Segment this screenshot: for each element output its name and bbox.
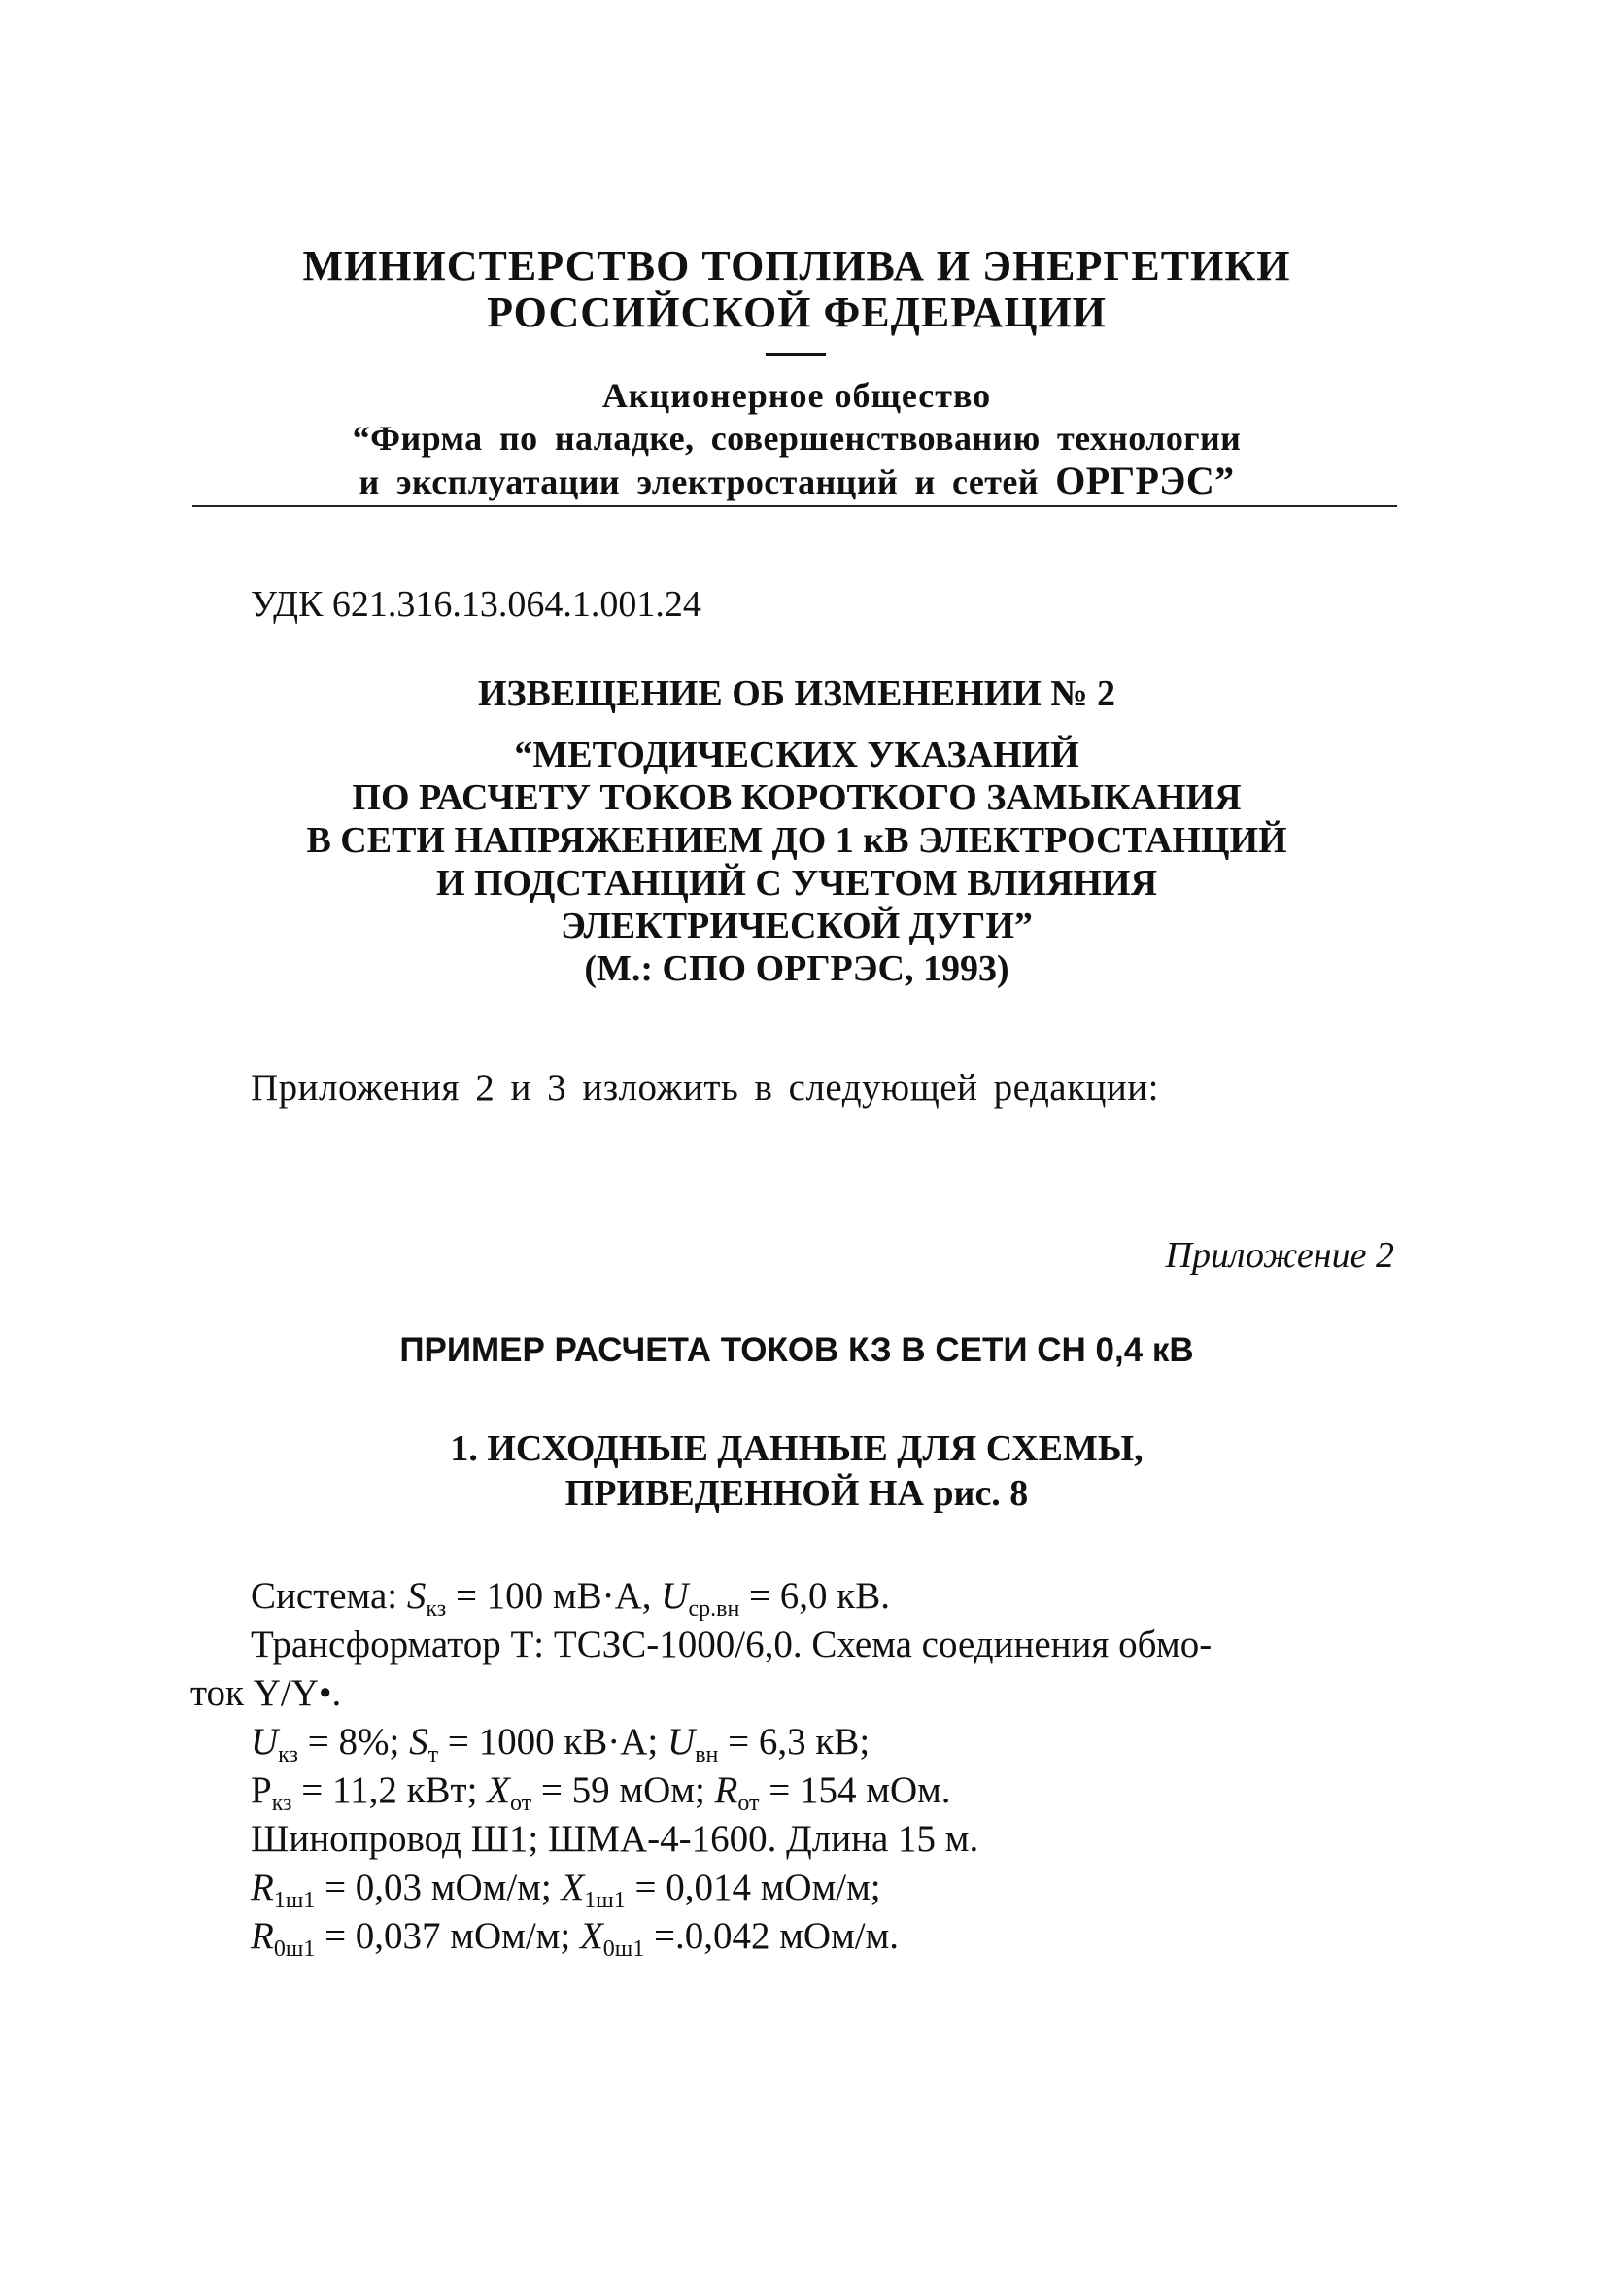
appendix-label: Приложение 2 xyxy=(1165,1235,1394,1276)
st-symbol: $S_т$ xyxy=(409,1721,439,1767)
rot-value: = 154 мОм. xyxy=(769,1769,951,1811)
transformer-params-line-2 xyxy=(251,1766,1402,1815)
section-title-line: ПРИВЕДЕННОЙ НА рис. 8 xyxy=(564,1473,1029,1514)
r1-value: = 0,03 мОм/м; xyxy=(325,1867,552,1908)
uvn-value: = 6,3 кВ; xyxy=(728,1721,871,1763)
example-title: ПРИМЕР РАСЧЕТА ТОКОВ КЗ В СЕТИ СН 0,4 кВ xyxy=(399,1331,1194,1369)
udk-code: УДК 621.316.13.064.1.001.24 xyxy=(251,584,701,625)
busbar-params-line-1 xyxy=(251,1864,1402,1912)
xot-value: = 59 мОм; xyxy=(540,1769,705,1811)
ukz-value: = 8%; xyxy=(307,1721,400,1763)
intro-paragraph: Приложения 2 и 3 изложить в следующей редакции: xyxy=(251,1067,1160,1109)
system-power-value: = 100 мВ·А, xyxy=(455,1575,652,1617)
system-label: Система: xyxy=(251,1575,398,1617)
transformer-line-continuation: ток Y/Y•. xyxy=(190,1672,342,1714)
document-title-line: “МЕТОДИЧЕСКИХ УКАЗАНИЙ xyxy=(514,735,1079,775)
r0-value: = 0,037 мОм/м; xyxy=(325,1915,571,1957)
header-rule xyxy=(192,505,1397,507)
busbar-params-line-2 xyxy=(251,1912,1402,1961)
document-title-line: И ПОДСТАНЦИЙ С УЧЕТОМ ВЛИЯНИЯ xyxy=(435,863,1158,904)
rot-symbol: $R_{от}$ xyxy=(714,1769,760,1816)
document-title-line: В СЕТИ НАПРЯЖЕНИЕМ ДО 1 кВ ЭЛЕКТРОСТАНЦИЙ xyxy=(306,820,1287,861)
document-title xyxy=(194,734,1399,990)
uvn-symbol: $U_{вн}$ xyxy=(667,1721,719,1767)
pkz-value: = 11,2 кВт; xyxy=(301,1769,478,1811)
system-power-symbol: $S_{кз}$ xyxy=(406,1575,447,1622)
x1-value: = 0,014 мОм/м; xyxy=(634,1867,881,1908)
company-line-3-text: и эксплуатации электростанций и сетей xyxy=(359,463,1039,501)
transformer-params-line-1 xyxy=(251,1718,1402,1766)
company-line-1: Акционерное общество xyxy=(601,376,992,415)
document-title-line: ПО РАСЧЕТУ ТОКОВ КОРОТКОГО ЗАМЫКАНИЯ xyxy=(352,777,1242,818)
system-line xyxy=(251,1572,1402,1621)
pkz-symbol: $P_{кз}$ xyxy=(251,1769,292,1816)
x1-symbol: $X_{1ш1}$ xyxy=(561,1867,626,1913)
xot-symbol: $X_{от}$ xyxy=(487,1769,532,1816)
x0-symbol: $X_{0ш1}$ xyxy=(579,1915,645,1962)
ministry-line-2: РОССИЙСКОЙ ФЕДЕРАЦИИ xyxy=(487,289,1107,336)
company-org-name: ОРГРЭС” xyxy=(1055,459,1235,502)
system-voltage-value: = 6,0 кВ. xyxy=(749,1575,890,1617)
ministry-heading xyxy=(194,243,1399,336)
ministry-line-1: МИНИСТЕРСТВО ТОПЛИВА И ЭНЕРГЕТИКИ xyxy=(302,242,1291,290)
document-title-line: (М.: СПО ОРГРЭС, 1993) xyxy=(584,948,1009,989)
company-line-2: “Фирма по наладке, совершенствованию технологии xyxy=(352,419,1242,458)
company-line-3 xyxy=(194,460,1399,503)
st-value: = 1000 кВ·А; xyxy=(447,1721,659,1763)
heading-dash-divider xyxy=(766,353,826,356)
document-title-line: ЭЛЕКТРИЧЕСКОЙ ДУГИ” xyxy=(561,906,1033,946)
change-notice-title: ИЗВЕЩЕНИЕ ОБ ИЗМЕНЕНИИ № 2 xyxy=(477,673,1116,714)
r0-symbol: $R_{0ш1}$ xyxy=(251,1915,316,1962)
section-title xyxy=(194,1426,1399,1516)
section-title-line: 1. ИСХОДНЫЕ ДАННЫЕ ДЛЯ СХЕМЫ, xyxy=(450,1428,1144,1469)
transformer-line: Трансформатор Т: ТСЗС-1000/6,0. Схема соединения обмо- xyxy=(251,1624,1213,1665)
r1-symbol: $R_{1ш1}$ xyxy=(251,1867,316,1913)
company-heading xyxy=(194,374,1399,503)
system-voltage-symbol: $U_{ср.вн}$ xyxy=(661,1575,740,1622)
source-data-body xyxy=(190,1572,1402,1962)
ukz-symbol: $U_{кз}$ xyxy=(251,1721,298,1767)
x0-value: =.0,042 мОм/м. xyxy=(654,1915,900,1957)
busbar-line: Шинопровод Ш1; ШМА-4-1600. Длина 15 м. xyxy=(251,1818,979,1860)
